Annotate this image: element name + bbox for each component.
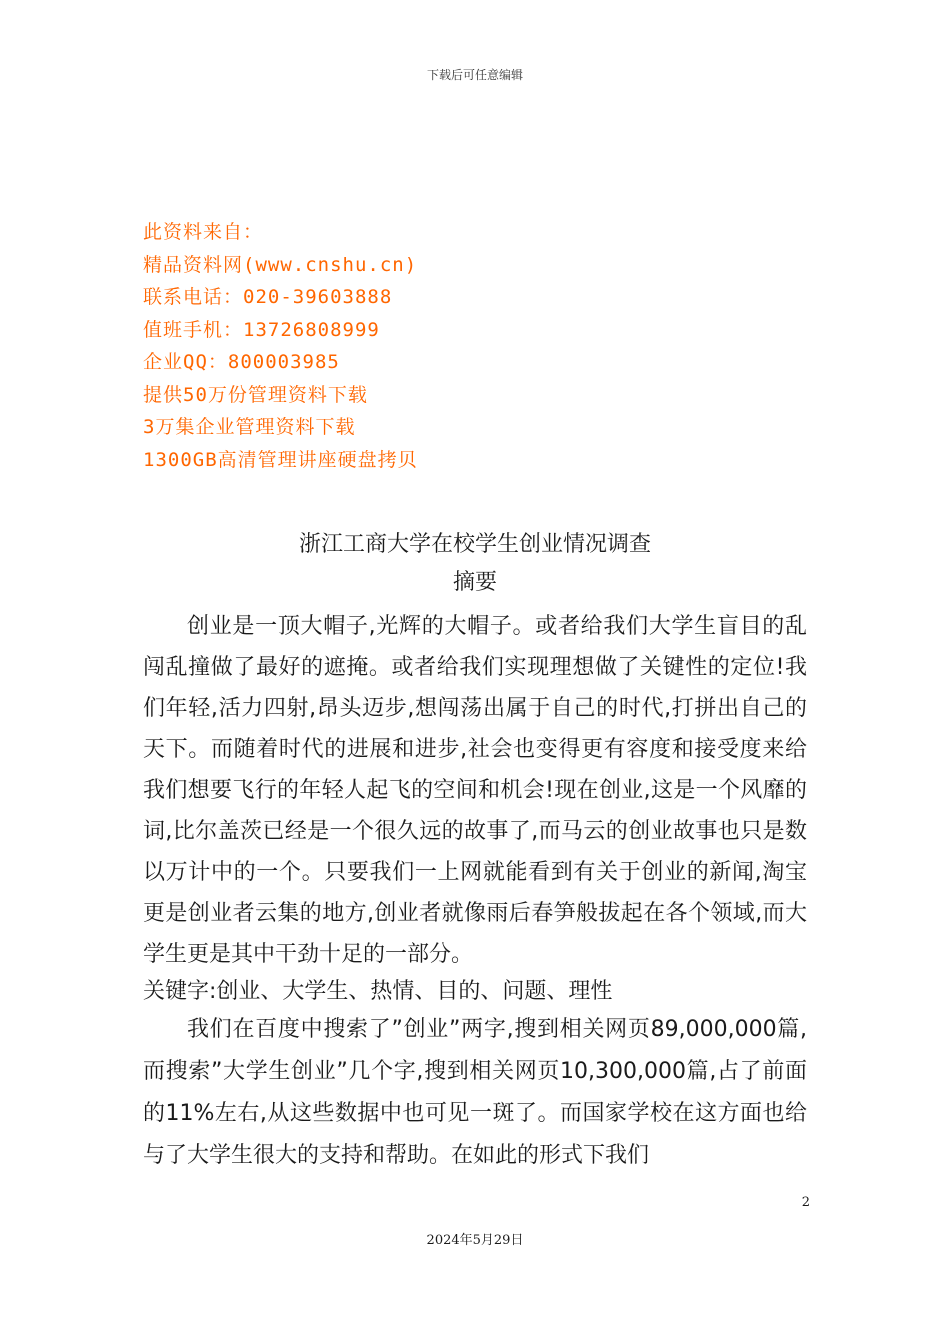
source-line: 3万集企业管理资料下载 xyxy=(143,416,356,438)
footer-date: 2024年5月29日 xyxy=(426,1233,524,1248)
document-body xyxy=(143,606,807,1177)
source-info-block xyxy=(143,216,783,476)
page-number: 2 xyxy=(801,1195,810,1210)
source-line: 此资料来自： xyxy=(143,221,264,243)
header-note: 下载后可任意编辑 xyxy=(426,68,523,82)
source-line: 值班手机：13726808999 xyxy=(143,318,380,341)
keywords-line: 关键字:创业、大学生、热情、目的、问题、理性 xyxy=(143,979,613,1004)
abstract-paragraph: 创业是一顶大帽子,光辉的大帽子。或者给我们大学生盲目的乱闯乱撞做了最好的遮掩。或者给我们实现理想做了关键性的定位!我们年轻,活力四射,昂头迈步,想闯荡出属于自己的时代,打拼出自己的天下。而随着时代的进展和进步,社会也变得更有容度和接受度来给我们想要飞行的年轻人起飞的空间和机会!现在创业,这是一个风靡的词,比尔盖茨已经是一个很久远的故事了,而马云的创业故事也只是数以万计中的一个。只要我们一上网就能看到有关于创业的新闻,淘宝更是创业者云集的地方,创业者就像雨后春笋般拔起在各个领域,而大学生更是其中干劲十足的一部分。 xyxy=(143,614,807,967)
source-line: 精品资料网(www.cnshu.cn) xyxy=(143,253,418,276)
abstract-heading: 摘要 xyxy=(452,570,497,595)
body-paragraph: 我们在百度中搜索了”创业”两字,搜到相关网页89,000,000篇,而搜索”大学生创业”几个字,搜到相关网页10,300,000篇,占了前面的11%左右,从这些数据中也可见一斑了。而国家学校在这方面也给与了大学生很大的支持和帮助。在如此的形式下我们 xyxy=(143,1017,807,1168)
source-line: 联系电话：020-39603888 xyxy=(143,286,393,308)
document-title: 浙江工商大学在校学生创业情况调查 xyxy=(298,532,651,557)
source-line: 企业QQ：800003985 xyxy=(143,351,340,373)
source-line: 提供50万份管理资料下载 xyxy=(143,383,368,406)
source-line: 1300GB高清管理讲座硬盘拷贝 xyxy=(143,448,418,471)
